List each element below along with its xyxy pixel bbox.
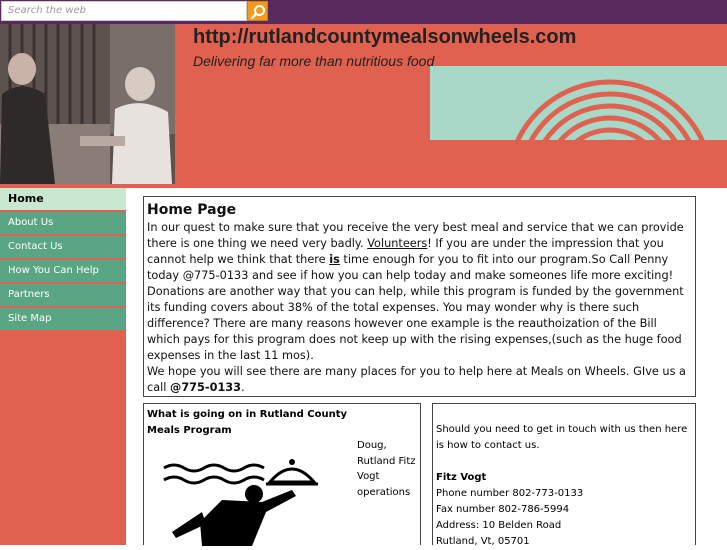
contact-phone: Phone number 802-773-0133 [436, 488, 584, 499]
nav-item-about-us[interactable]: About Us [0, 212, 126, 234]
spacer [436, 454, 692, 470]
nav-item-how-you-can-help[interactable]: How You Can Help [0, 260, 126, 282]
intro-text-3: time enough for you to fit into our program.So Call Penny today @775-0133 and see if how you can help today and make someones life more exciting! [147, 253, 674, 282]
search-input[interactable]: Search the web [1, 1, 247, 21]
closing-text: We hope you will see there are many places for you to help here at Meals on Wheels. GIve us a call [147, 365, 686, 394]
site-title[interactable]: http://rutlandcountymealsonwheels.com [193, 26, 577, 48]
nav-item-home[interactable]: Home [0, 188, 126, 210]
site-tagline: Delivering far more than nutritious food [193, 53, 435, 69]
nav-item-site-map[interactable]: Site Map [0, 308, 126, 330]
search-icon [250, 4, 266, 20]
contact-city: Rutland, Vt, 05701 [436, 536, 530, 547]
intro-text: In our quest to make sure that you receive the very best meal and service that we can provide there is one thing we need very badly. [147, 221, 684, 250]
contact-fax: Fax number 802-786-5994 [436, 504, 570, 515]
contact-intro: Should you need to get in touch with us then here is how to contact us. [436, 424, 688, 451]
sidebar-nav [0, 188, 126, 545]
home-content-box [143, 196, 696, 397]
volunteers-link[interactable]: Volunteers [367, 237, 428, 250]
phone-number: @775-0133 [170, 381, 242, 394]
nav-item-contact-us[interactable]: Contact Us [0, 236, 126, 258]
emphasis-is: is [329, 253, 340, 266]
contact-name: Fitz Vogt [436, 472, 487, 483]
donations-paragraph: Donations are another way that you can help, while this program is funded by the government its funding covers about 38% of the total expenses. You may wonder why is there such difference? There are many reasons however one example is the reauthoization of the Bill which pays for this program does not keep up with the rising expenses,(such as the huge food expenses in the last 11 mos). [147, 285, 684, 362]
photo-caption: Doug, Rutland Fitz Vogt operations [357, 440, 416, 498]
site-header [0, 24, 727, 184]
top-bar [0, 0, 727, 24]
search-button[interactable] [247, 1, 268, 21]
contact-box [432, 403, 696, 545]
closing-text-2: . [241, 381, 245, 394]
contact-address: Address: 10 Belden Road [436, 520, 562, 531]
intro-text-2: ! If you are under the impression that you cannot help we think that there [147, 237, 664, 266]
waiter-icon [162, 452, 327, 546]
news-box [143, 403, 421, 545]
closing-paragraph [147, 364, 692, 396]
intro-paragraph [147, 220, 692, 284]
nav-item-partners[interactable]: Partners [0, 284, 126, 306]
news-heading: What is going on in Rutland County Meals Program [147, 409, 348, 436]
page-title: Home Page [147, 202, 237, 218]
volunteers-photo [0, 24, 175, 184]
